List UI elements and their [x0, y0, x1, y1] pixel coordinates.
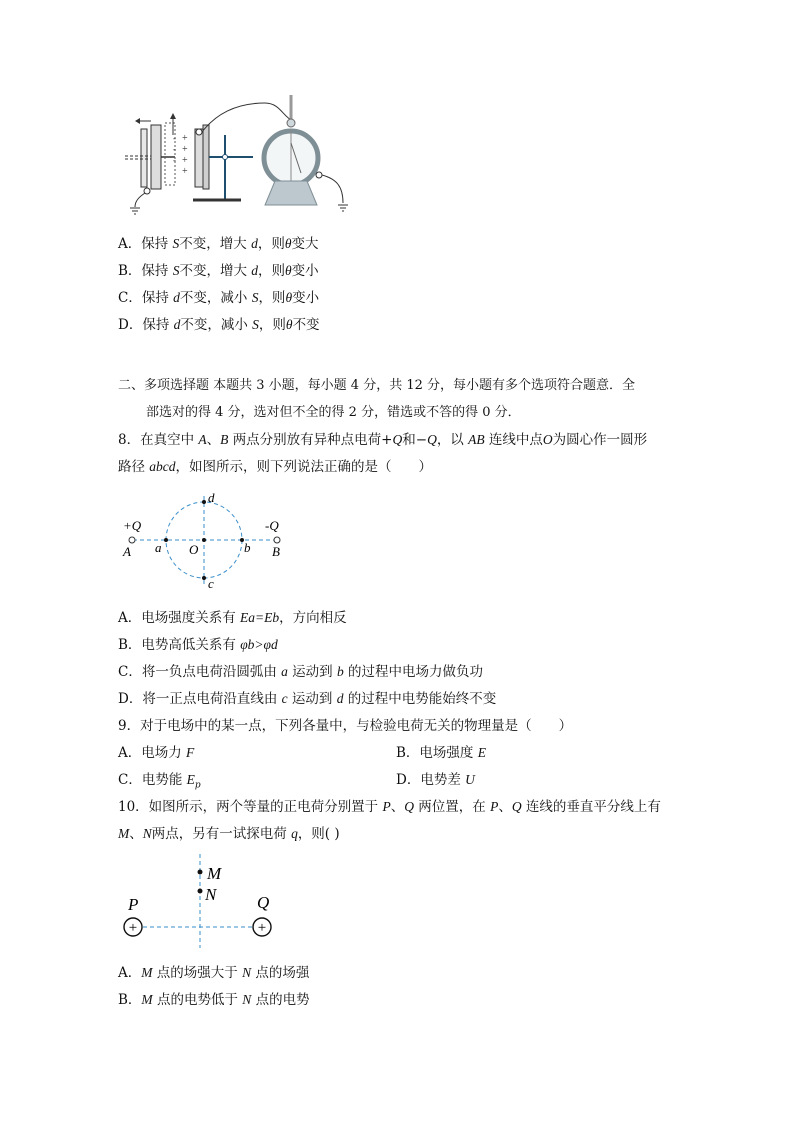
q8-label-neg-charge: -Q: [265, 518, 279, 533]
q9-option-d: D．电势差 U: [396, 772, 475, 788]
q10-label-P: P: [128, 895, 139, 914]
q8-option-a: A．电场强度关系有 Ea=Eb，方向相反: [118, 610, 347, 626]
q8-option-c: C．将一负点电荷沿圆弧由 a 运动到 b 的过程中电场力做负功: [118, 664, 484, 680]
svg-text:-: -: [173, 144, 176, 154]
q9-option-a: A．电场力 F: [118, 745, 195, 761]
q10-option-a: A．M 点的场强大于 N 点的场强: [118, 965, 310, 981]
section2-header-line1: 二、多项选择题 本题共 3 小题，每小题 4 分，共 12 分，每小题有多个选项符合题意．全: [118, 378, 636, 393]
q9-option-b: B．电场强度 E: [396, 745, 486, 761]
q8-label-b: b: [244, 540, 251, 555]
svg-text:-: -: [173, 155, 176, 165]
q10-plus-left: +: [128, 920, 138, 936]
q9-option-c: C．电势能 $E_p$: [118, 772, 201, 791]
q8-label-O: O: [189, 542, 199, 557]
q7-option-b: B．保持 S不变，增大 d，则θ变小: [118, 263, 319, 279]
svg-text:+: +: [182, 133, 188, 144]
q8-label-A: A: [123, 544, 131, 559]
svg-text:+: +: [182, 166, 188, 177]
q8-option-b: B．电势高低关系有 φb>φd: [118, 637, 278, 653]
q10-label-N: N: [205, 885, 217, 904]
q8-label-c: c: [208, 576, 214, 588]
q8-label-d: d: [208, 490, 215, 505]
svg-text:-: -: [173, 133, 176, 143]
svg-text:+: +: [182, 144, 188, 155]
q8-option-d: D．将一正点电荷沿直线由 c 运动到 d 的过程中电势能始终不变: [118, 691, 497, 707]
q8-circle-figure: [115, 488, 295, 588]
q7-option-d: D．保持 d不变，减小 S，则θ不变: [118, 317, 320, 333]
capacitor-electroscope-figure: [115, 95, 360, 220]
svg-text:+: +: [182, 155, 188, 166]
q8-stem-line1: 8．在真空中 A、B 两点分别放有异种点电荷+Q和−Q，以 AB 连线中点O为圆心作一圆形: [118, 432, 648, 448]
q8-label-pos-charge: +Q: [123, 518, 142, 533]
q10-charges-figure: [115, 850, 285, 950]
q10-label-Q: Q: [257, 893, 270, 912]
q8-label-B: B: [272, 544, 280, 559]
q10-label-M: M: [207, 864, 222, 883]
q9-stem: 9．对于电场中的某一点，下列各量中，与检验电荷无关的物理量是（ ）: [118, 718, 573, 734]
q7-option-c: C．保持 d不变，减小 S，则θ变小: [118, 290, 320, 306]
q8-stem-line2: 路径 abcd，如图所示，则下列说法正确的是（ ）: [118, 459, 433, 475]
section2-header-line2: 部选对的得 4 分，选对但不全的得 2 分，错选或不答的得 0 分．: [146, 405, 521, 420]
q7-option-a: A．保持 S不变，增大 d，则θ变大: [118, 236, 319, 252]
q10-option-b: B．M 点的电势低于 N 点的电势: [118, 992, 310, 1008]
q8-label-a: a: [155, 540, 162, 555]
q10-plus-right: +: [257, 920, 267, 936]
q10-stem-line2: M、N两点，另有一试探电荷 q，则( ): [118, 826, 340, 842]
q10-stem-line1: 10．如图所示，两个等量的正电荷分别置于 P、Q 两位置，在 P、Q 连线的垂直平分线上有: [118, 799, 661, 815]
